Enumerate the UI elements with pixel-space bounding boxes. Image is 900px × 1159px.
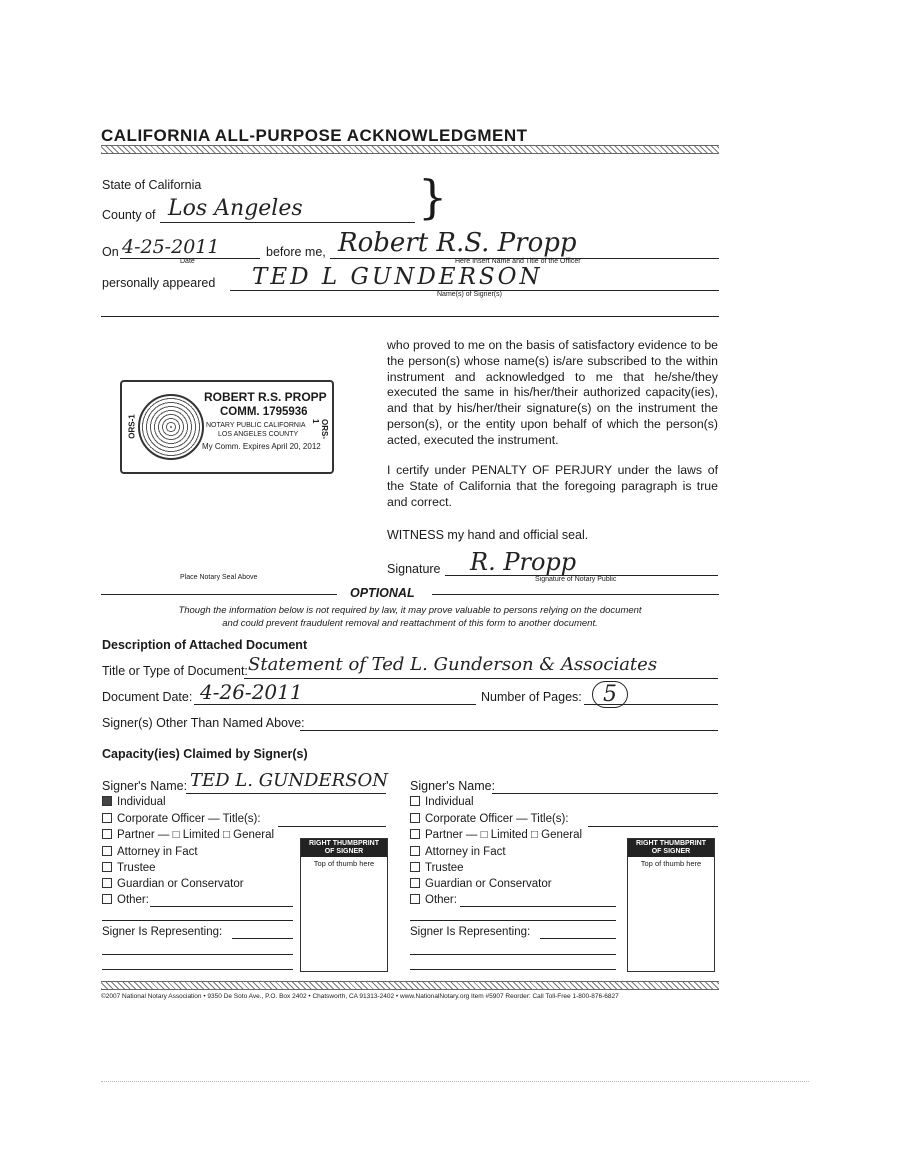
- left-thumb-caption: Top of thumb here: [313, 859, 375, 868]
- appeared-value: TED L GUNDERSON: [252, 264, 543, 290]
- left-option-label: Other:: [117, 894, 149, 906]
- left-option-label: Guardian or Conservator: [117, 878, 244, 890]
- right-option-label: Trustee: [425, 862, 464, 874]
- right-option-guardian: [410, 878, 552, 890]
- right-option-other: [410, 894, 457, 906]
- seal-side-right: ORS-1: [311, 419, 329, 439]
- right-partner-checkbox[interactable]: [410, 829, 420, 839]
- right-thumbprint-box: [627, 838, 715, 972]
- left-signer-value: TED L. GUNDERSON: [190, 770, 388, 791]
- pages-label: Number of Pages:: [481, 690, 582, 704]
- left-option-guardian: [102, 878, 244, 890]
- optional-note-1: Though the information below is not required by law, it may prove valuable to persons relying on the document: [178, 605, 642, 616]
- right-representing-label: Signer Is Representing:: [410, 926, 531, 938]
- footer-text: ©2007 National Notary Association • 9350 De Soto Ave., P.O. Box 2402 • Chatsworth, CA 91313-2402 • www.NationalNotary.org Item #5907 Reorder: Call Toll-Free 1-800-876-6827: [101, 993, 619, 1000]
- document-title-label: Title or Type of Document:: [102, 664, 248, 678]
- on-label: On: [102, 245, 119, 259]
- officer-caption: Here Insert Name and Title of the Officer: [455, 258, 581, 265]
- date-caption: Date: [180, 258, 195, 265]
- seal-line2: LOS ANGELES COUNTY: [218, 431, 299, 438]
- left-signer-label: Signer's Name:: [102, 779, 188, 793]
- capacity-heading: Capacity(ies) Claimed by Signer(s): [102, 747, 308, 761]
- right-corporate-checkbox[interactable]: [410, 813, 420, 823]
- right-option-label: Attorney in Fact: [425, 846, 506, 858]
- right-trustee-checkbox[interactable]: [410, 862, 420, 872]
- signer-caption: Name(s) of Signer(s): [437, 291, 502, 298]
- right-option-label: Other:: [425, 894, 457, 906]
- before-me-label: before me,: [266, 245, 326, 259]
- right-signer-line: [492, 793, 718, 794]
- thumb-heading-line: OF SIGNER: [324, 848, 364, 855]
- state-label: State of California: [102, 178, 202, 192]
- right-signer-label: Signer's Name:: [410, 779, 496, 793]
- left-corporate-checkbox[interactable]: [102, 813, 112, 823]
- left-representing-label: Signer Is Representing:: [102, 926, 223, 938]
- title-rule: [101, 145, 719, 154]
- left-option-label: Attorney in Fact: [117, 846, 198, 858]
- right-attorney-checkbox[interactable]: [410, 846, 420, 856]
- other-signers-label: Signer(s) Other Than Named Above:: [102, 716, 305, 730]
- seal-side-left: ORS-1: [127, 414, 137, 439]
- optional-rule-left: [101, 594, 337, 595]
- signature-value: R. Propp: [470, 548, 577, 576]
- left-thumb-heading: [301, 839, 387, 857]
- right-other-line-2: [410, 920, 616, 921]
- right-other-line: [460, 906, 616, 907]
- left-representing-line: [232, 938, 293, 939]
- thumb-heading-line: RIGHT THUMBPRINT: [309, 840, 379, 847]
- county-line: [160, 222, 415, 223]
- thumb-heading-line: RIGHT THUMBPRINT: [636, 840, 706, 847]
- right-option-partner: [410, 829, 582, 841]
- left-option-attorney: [102, 846, 198, 858]
- document-heading: Description of Attached Document: [102, 638, 308, 652]
- right-representing-line-2: [410, 954, 616, 955]
- signature-label: Signature: [387, 562, 441, 576]
- optional-rule-right: [432, 594, 719, 595]
- left-representing-line-3: [102, 969, 293, 970]
- acknowledgment-paragraph: who proved to me on the basis of satisfactory evidence to be the person(s) whose name(s) is/are subscribed to the within instrument and acknowledged to me that he/she/they executed the same in his/her/their authorized capacity(ies), and that by his/her/their signature(s) on the instrument the person(s), or the entity upon behalf of which the person(s) acted, executed the instrument.: [387, 338, 718, 447]
- date-value: 4-25-2011: [122, 236, 220, 258]
- right-representing-line: [540, 938, 616, 939]
- document-title-value: Statement of Ted L. Gunderson & Associates: [248, 654, 658, 675]
- right-individual-checkbox[interactable]: [410, 796, 420, 806]
- seal-emblem: [138, 394, 204, 460]
- right-option-individual: [410, 796, 474, 808]
- right-thumb-heading: [628, 839, 714, 857]
- form-title: CALIFORNIA ALL-PURPOSE ACKNOWLEDGMENT: [101, 126, 528, 145]
- right-guardian-checkbox[interactable]: [410, 878, 420, 888]
- left-other-line: [150, 906, 293, 907]
- left-other-checkbox[interactable]: [102, 894, 112, 904]
- left-option-trustee: [102, 862, 156, 874]
- left-option-corporate: [102, 813, 261, 825]
- left-other-line-2: [102, 920, 293, 921]
- left-option-partner: [102, 829, 274, 841]
- document-date-label: Document Date:: [102, 690, 193, 704]
- left-option-label: Trustee: [117, 862, 156, 874]
- optional-heading: OPTIONAL: [350, 586, 415, 600]
- officer-value: Robert R.S. Propp: [338, 228, 577, 258]
- seal-name: ROBERT R.S. PROPP: [204, 390, 327, 404]
- left-representing-line-2: [102, 954, 293, 955]
- county-value: Los Angeles: [168, 196, 303, 221]
- left-option-label: Partner — □ Limited □ General: [117, 829, 275, 841]
- other-signers-line: [300, 730, 718, 731]
- left-option-label: Corporate Officer — Title(s):: [117, 813, 261, 825]
- footer-rule: [101, 981, 719, 990]
- optional-note-2: and could prevent fraudulent removal and reattachment of this form to another document.: [222, 618, 598, 629]
- right-option-attorney: [410, 846, 506, 858]
- appeared-line-2: [101, 316, 719, 317]
- page-bottom-rule: [101, 1081, 809, 1082]
- left-option-other: [102, 894, 149, 906]
- notary-seal: [120, 380, 334, 474]
- document-date-line: [194, 704, 476, 705]
- right-option-corporate: [410, 813, 569, 825]
- left-guardian-checkbox[interactable]: [102, 878, 112, 888]
- document-date-value: 4-26-2011: [200, 680, 303, 704]
- left-partner-checkbox[interactable]: [102, 829, 112, 839]
- right-option-trustee: [410, 862, 464, 874]
- county-label: County of: [102, 208, 156, 222]
- signature-caption: Signature of Notary Public: [535, 576, 617, 583]
- right-option-label: Corporate Officer — Title(s):: [425, 813, 569, 825]
- left-thumbprint-box: [300, 838, 388, 972]
- thumb-heading-line: OF SIGNER: [651, 848, 691, 855]
- right-thumb-caption: Top of thumb here: [640, 859, 702, 868]
- seal-expires: My Comm. Expires April 20, 2012: [202, 442, 321, 451]
- right-option-label: Guardian or Conservator: [425, 878, 552, 890]
- left-attorney-checkbox[interactable]: [102, 846, 112, 856]
- right-representing-line-3: [410, 969, 616, 970]
- perjury-paragraph: I certify under PENALTY OF PERJURY under the laws of the State of California that the foregoing paragraph is true and correct.: [387, 463, 718, 509]
- left-trustee-checkbox[interactable]: [102, 862, 112, 872]
- seal-line1: NOTARY PUBLIC CALIFORNIA: [206, 422, 306, 429]
- witness-text: WITNESS my hand and official seal.: [387, 528, 589, 542]
- seal-caption: Place Notary Seal Above: [180, 574, 258, 581]
- left-corporate-line: [278, 826, 386, 827]
- right-option-label: Partner — □ Limited □ General: [425, 829, 583, 841]
- left-signer-line: [186, 793, 386, 794]
- right-option-label: Individual: [425, 796, 474, 808]
- right-other-checkbox[interactable]: [410, 894, 420, 904]
- left-option-individual: [102, 796, 166, 808]
- document-title-line: [244, 678, 718, 679]
- left-individual-checkbox[interactable]: [102, 796, 112, 806]
- venue-brace: }: [418, 170, 448, 224]
- seal-comm: COMM. 1795936: [220, 406, 308, 418]
- pages-value: 5: [592, 681, 628, 708]
- appeared-label: personally appeared: [102, 276, 216, 290]
- right-corporate-line: [588, 826, 718, 827]
- left-option-label: Individual: [117, 796, 166, 808]
